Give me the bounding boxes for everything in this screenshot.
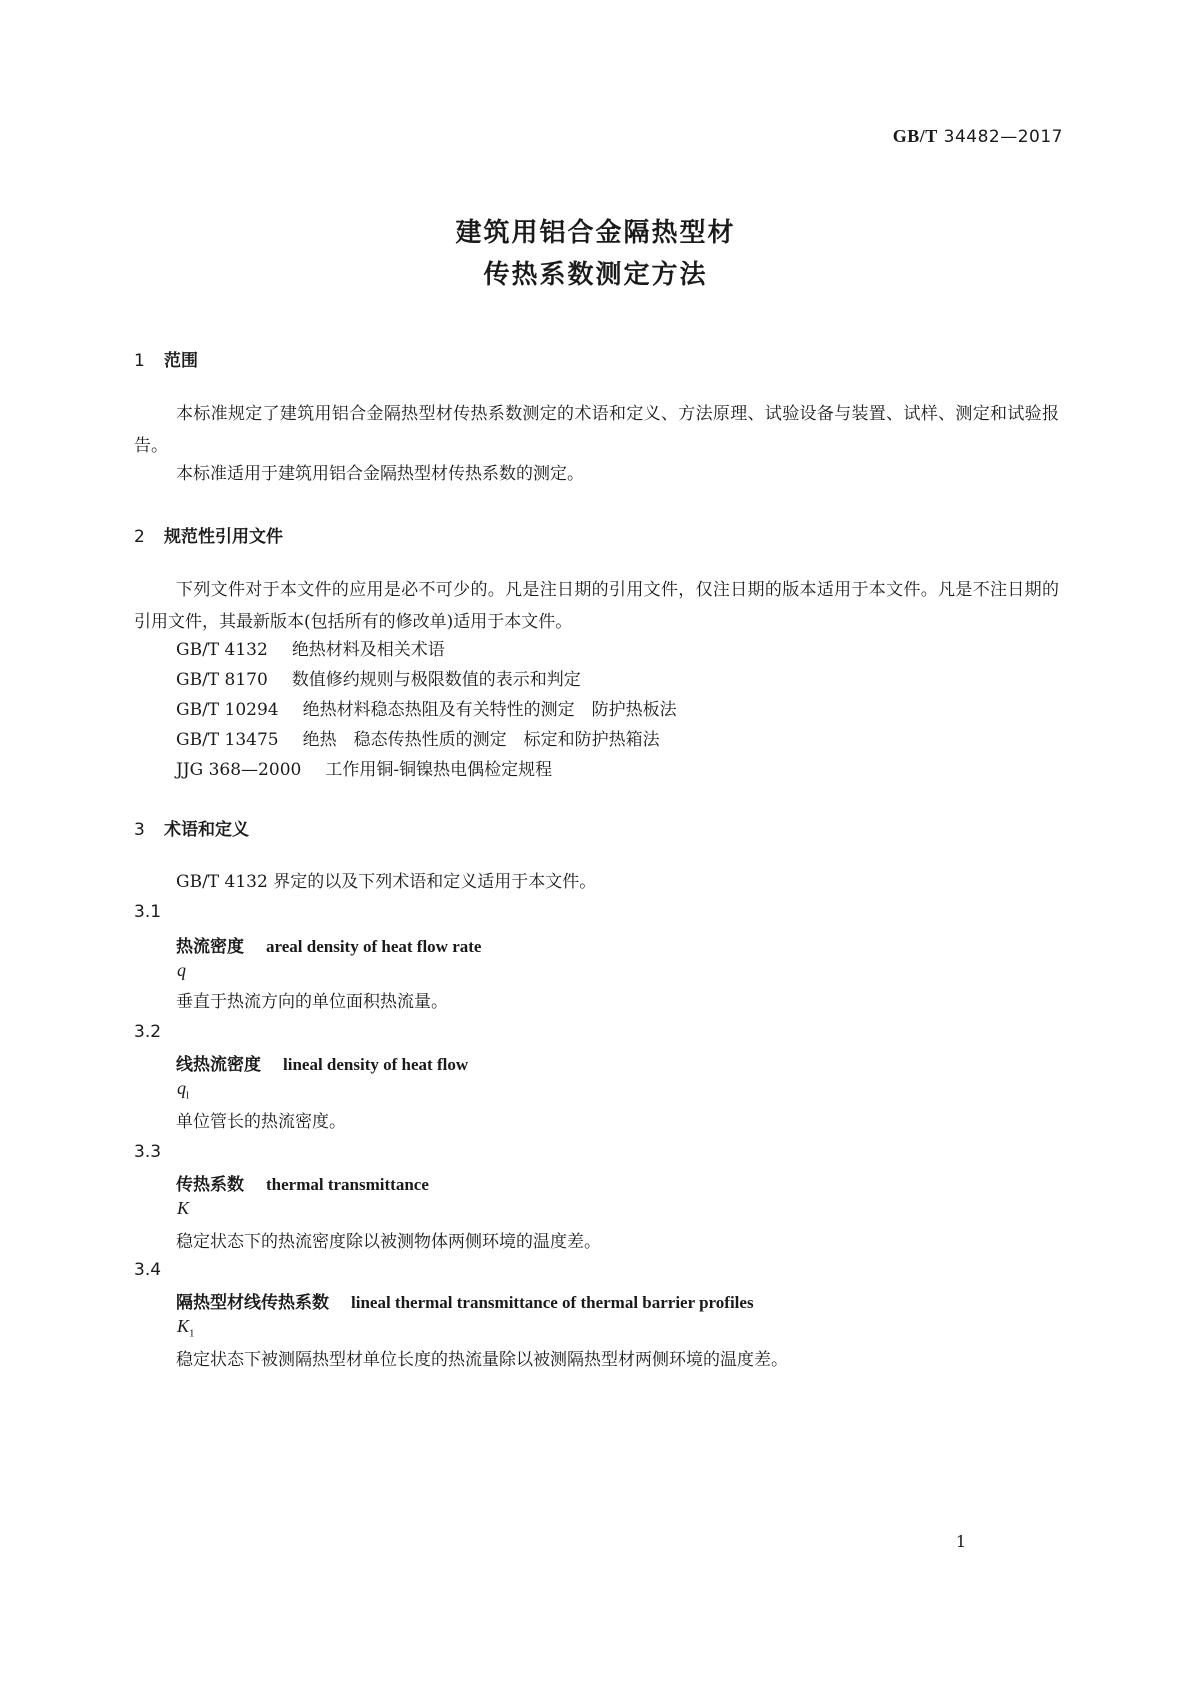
symbol-letter: q: [177, 1078, 186, 1098]
section-title: 规范性引用文件: [164, 527, 283, 547]
symbol-letter: q: [177, 960, 186, 980]
term-en: lineal thermal transmittance of thermal barrier profiles: [351, 1293, 754, 1312]
standard-code: 34482—2017: [943, 127, 1063, 147]
reference-item: [176, 664, 581, 696]
term-definition: 垂直于热流方向的单位面积热流量。: [176, 992, 448, 1012]
symbol-letter: K: [177, 1198, 190, 1218]
term-number: 3.2: [134, 1022, 162, 1042]
reference-item: [176, 754, 552, 786]
section-2-heading: [134, 522, 283, 547]
reference-title: 数值修约规则与极限数值的表示和判定: [291, 670, 581, 690]
term-zh: 传热系数: [176, 1175, 244, 1195]
reference-code: GB/T 10294: [176, 700, 279, 720]
standard-prefix: GB/T: [892, 126, 938, 146]
section-1-heading: [134, 346, 198, 371]
section-3-intro: GB/T 4132 界定的以及下列术语和定义适用于本文件。: [176, 872, 597, 892]
term-zh: 隔热型材线传热系数: [176, 1293, 329, 1313]
term-zh: 热流密度: [176, 937, 244, 957]
reference-title: 绝热 稳态传热性质的测定 标定和防护热箱法: [302, 730, 660, 750]
section-3-heading: [134, 815, 249, 840]
term-en: thermal transmittance: [266, 1175, 429, 1194]
page-number: 1: [955, 1532, 966, 1551]
term-definition: 单位管长的热流密度。: [176, 1112, 346, 1132]
symbol-subscript: 1: [189, 1327, 195, 1340]
reference-title: 绝热材料及相关术语: [291, 640, 445, 660]
reference-title: 工作用铜-铜镍热电偶检定规程: [325, 760, 553, 780]
term-number: 3.1: [134, 902, 162, 922]
reference-title: 绝热材料稳态热阻及有关特性的测定 防护热板法: [302, 700, 677, 720]
section-2-intro: 下列文件对于本文件的应用是必不可少的。凡是注日期的引用文件，仅注日期的版本适用于本文件。凡是不注日期的引用文件，其最新版本(包括所有的修改单)适用于本文件。: [134, 580, 1059, 632]
section-title: 范围: [164, 351, 198, 371]
symbol-subscript: l: [186, 1089, 190, 1102]
term-symbol: [177, 960, 186, 984]
standard-number: [893, 126, 1063, 147]
term-definition: 稳定状态下的热流密度除以被测物体两侧环境的温度差。: [176, 1232, 601, 1252]
title-line-1: 建筑用铝合金隔热型材: [455, 218, 736, 248]
term-number: 3.3: [134, 1142, 162, 1162]
section-number: 3: [134, 820, 145, 840]
term-symbol: [177, 1316, 195, 1340]
reference-code: GB/T 4132: [176, 640, 268, 660]
term-en: lineal density of heat flow: [283, 1055, 469, 1074]
reference-item: [176, 634, 445, 666]
term-heading: [176, 1050, 468, 1075]
term-symbol: [177, 1078, 189, 1102]
reference-code: GB/T 13475: [176, 730, 279, 750]
term-symbol: [177, 1198, 189, 1222]
section-title: 术语和定义: [164, 820, 249, 840]
reference-item: [176, 724, 660, 756]
symbol-letter: K: [177, 1316, 190, 1336]
term-zh: 线热流密度: [176, 1055, 261, 1075]
title-line-2: 传热系数测定方法: [483, 260, 708, 290]
term-heading: [176, 1170, 429, 1195]
reference-code: GB/T 8170: [176, 670, 268, 690]
term-heading: [176, 932, 481, 957]
term-number: 3.4: [134, 1260, 162, 1280]
section-1-para-1: 本标准规定了建筑用铝合金隔热型材传热系数测定的术语和定义、方法原理、试验设备与装置、试样、测定和试验报告。: [134, 404, 1059, 456]
reference-code: JJG 368—2000: [176, 760, 302, 780]
section-number: 1: [134, 351, 145, 371]
term-definition: 稳定状态下被测隔热型材单位长度的热流量除以被测隔热型材两侧环境的温度差。: [176, 1350, 788, 1370]
term-heading: [176, 1288, 754, 1313]
term-en: areal density of heat flow rate: [266, 937, 482, 956]
section-number: 2: [134, 527, 145, 547]
section-1-para-2: 本标准适用于建筑用铝合金隔热型材传热系数的测定。: [176, 464, 584, 484]
reference-item: [176, 694, 677, 726]
